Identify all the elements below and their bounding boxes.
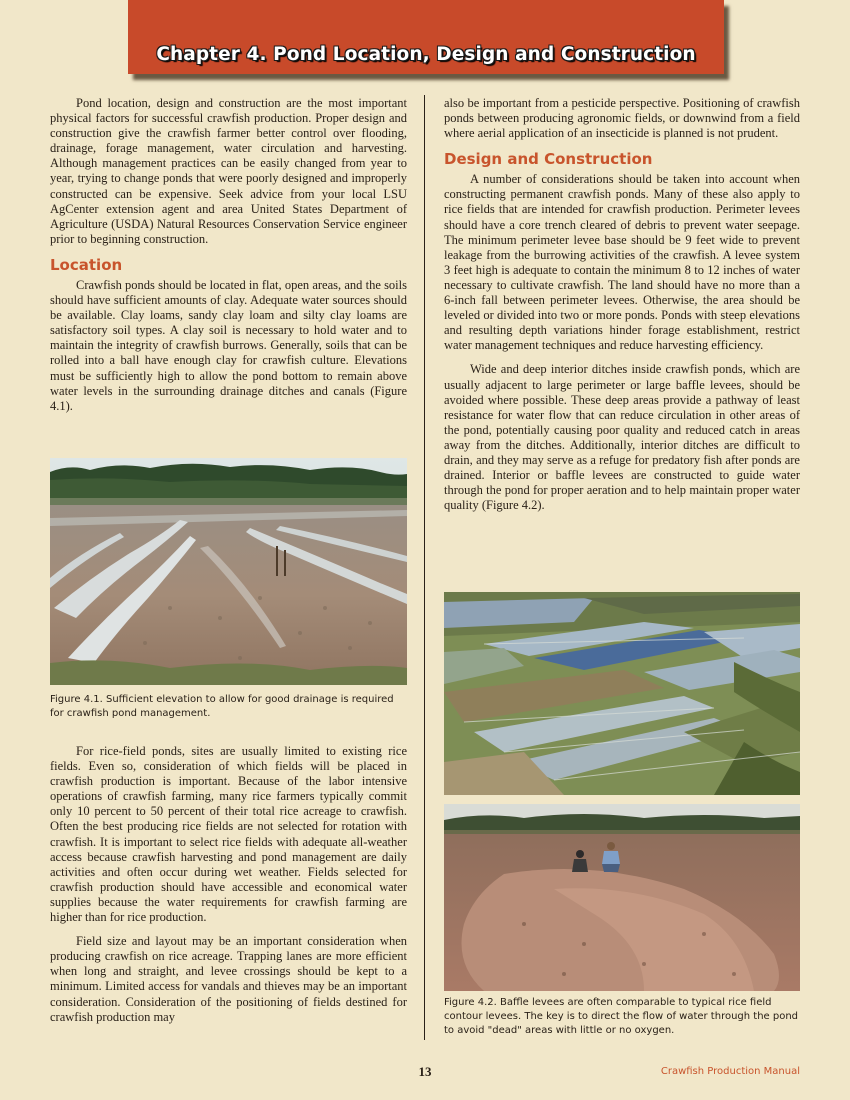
right-column	[444, 96, 800, 522]
chapter-title: Chapter 4. Pond Location, Design and Construction	[156, 44, 696, 65]
left-column-lower	[50, 744, 407, 1034]
location-heading: Location	[50, 255, 123, 274]
location-paragraph: Crawfish ponds should be located in flat, open areas, and the soils should have sufficient amounts of clay. Adequate water sources should be available. Clay loams, sandy clay loam and silty clay loams are satisfactory soil types. A clay soil is necessary to hold water and to maintain the integrity of crawfish burrows. Generally, soils that can be rolled into a ball have enough clay for crawfish culture. Elevations must be sufficiently high to allow the pond bottom to remain above water levels in the surrounding drainage ditches and canals (Figure 4.1).	[50, 277, 407, 413]
field-size-paragraph: Field size and layout may be an important consideration when producing crawfish on rice acreage. Trapping lanes are more efficient when long and straight, and levee crossings should be kept to a minimum. Limited access for vandals and thieves may be an important consideration. Consideration of the positioning of fields destined for crawfish production may	[50, 934, 407, 1024]
column-divider	[424, 95, 425, 1040]
rice-fields-paragraph: For rice-field ponds, sites are usually limited to existing rice fields. Even so, consideration of which fields will be placed in crawfish production is important. Because of the labor intensive operations of crawfish farming, many rice farmers typically commit only 10 percent to 50 percent of their total rice acreage to crawfish. Often the best producing rice fields are not selected for rotation with crawfish. It is important to select rice fields with adequate all-weather access because crawfish harvesting and pond management are daily activities and often occur during wet weather. Fields selected for crawfish production should have accessible and economical water supplies because the water requirements for crawfish farming are higher than for rice production.	[50, 744, 407, 925]
figure-4-2-aerial-photo	[444, 592, 800, 795]
page-number: 13	[418, 1064, 432, 1079]
left-column	[50, 96, 407, 423]
design-paragraph: A number of considerations should be taken into account when constructing permanent crawfish ponds. Many of these also apply to rice fields that are intended for crawfish production. Perimeter levees should have a core trench cleared of debris to prevent water seepage. The minimum perimeter levee base should be 9 feet wide to prevent leakage from the burrowing activities of the crawfish. A levee system 3 feet high is adequate to contain the minimum 8 to 12 inches of water necessary to cultivate crawfish. The land should have no more than a 6-inch fall between perimeter levees. Otherwise, the area should be leveled or divided into two or more ponds. Ponds with steep elevations and resulting depth variations hinder forage establishment, restrict water management techniques and reduce harvesting efficiency.	[444, 172, 800, 353]
intro-paragraph: Pond location, design and construction are the most important physical factors for successful crawfish production. Proper design and construction give the crawfish farmer better control over flooding, drainage, forage management, water circulation and harvesting. Although management practices can be easily changed from year to year, trying to change ponds that were poorly designed and improperly constructed can be expensive. Seek advice from your local LSU AgCenter extension agent and area United States Department of Agriculture (USDA) Natural Resources Conservation Service engineer prior to beginning construction.	[50, 96, 407, 246]
publication-title: Crawfish Production Manual	[660, 1066, 800, 1077]
chapter-banner	[128, 0, 724, 74]
figure-4-1-caption: Figure 4.1. Sufficient elevation to allow for good drainage is required for crawfish pond management.	[50, 694, 394, 719]
ditches-paragraph: Wide and deep interior ditches inside crawfish ponds, which are usually adjacent to large perimeter or large baffle levees, should be avoided where possible. These deep areas provide a pathway of least resistance for water flow that can reduce circulation in other areas of the pond, potentially causing poor quality and reduced catch in areas away from the ditches. Additionally, interior ditches are difficult to drain, and they may serve as a refuge for predatory fish after ponds are drained. Interior or baffle levees are constructed to guide water through the pond for proper aeration and to help maintain proper water quality (Figure 4.2).	[444, 362, 800, 513]
figure-4-2-caption: Figure 4.2. Baffle levees are often comparable to typical rice field contour levees. The key is to direct the flow of water through the pond to avoid "dead" areas with little or no oxygen.	[444, 997, 799, 1036]
continuation-paragraph: also be important from a pesticide perspective. Positioning of crawfish ponds between producing agronomic fields, or downwind from a field where aerial application of an insecticide is planned is not prudent.	[444, 96, 800, 141]
figure-4-2-levee-photo	[444, 804, 800, 991]
design-heading: Design and Construction	[444, 150, 653, 169]
figure-4-1-photo	[50, 458, 407, 685]
